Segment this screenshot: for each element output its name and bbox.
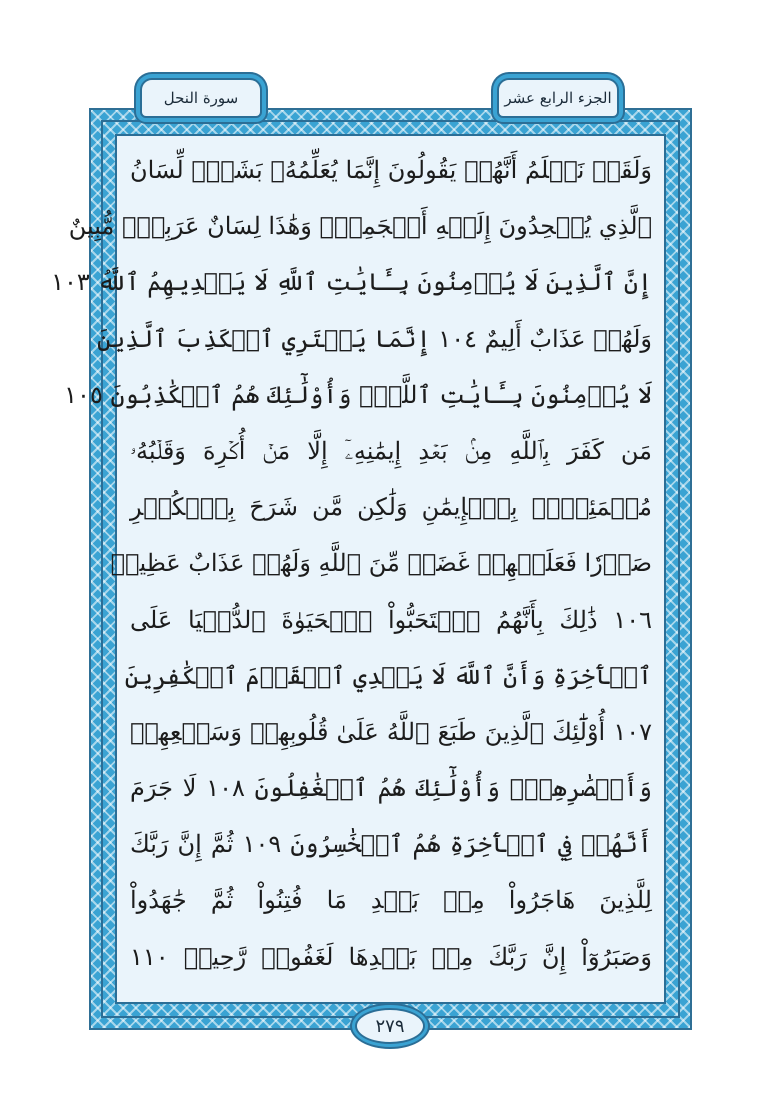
surah-label: سورة النحل — [163, 89, 239, 107]
text-line: ١٠٦ ذَٰلِكَ بِأَنَّهُمُ ٱسۡتَحَبُّواْ ٱلۡحَيَوٰةَ ٱلدُّنۡيَا عَلَى — [130, 605, 652, 634]
text-line: لِلَّذِينَ هَاجَرُواْ مِنۢ بَعۡدِ مَا فُتِنُواْ ثُمَّ جَٰهَدُواْ — [130, 886, 652, 915]
page-number-label: ٢٧٩ — [375, 1015, 405, 1037]
juz-label: الجزء الرابع عشر — [504, 89, 612, 107]
text-line: وَأَبۡصَٰرِهِمۡۖ وَأُوْلَٰٓئِكَ هُمُ ٱلۡغَٰفِلُونَ ١٠٨ لَا جَرَمَ — [130, 774, 652, 803]
juz-header — [497, 78, 619, 118]
quran-text — [51, 142, 652, 985]
text-line: لَا يُؤۡمِنُونَ بِـَٔايَٰتِ ٱللَّهِۖ وَأُوْلَٰٓئِكَ هُمُ ٱلۡكَٰذِبُونَ ١٠٥ — [64, 380, 652, 409]
text-line: وَلَهُمۡ عَذَابٌ أَلِيمٌ ١٠٤ إِنَّمَا يَفۡتَرِي ٱلۡكَذِبَ ٱلَّذِينَ — [97, 324, 652, 353]
text-line: ١٠٧ أُوْلَٰٓئِكَ ٱلَّذِينَ طَبَعَ ٱللَّهُ عَلَىٰ قُلُوبِهِمۡ وَسَمۡعِهِمۡ — [130, 717, 652, 746]
page-number — [355, 1008, 425, 1044]
surah-header — [140, 78, 262, 118]
text-line: إِنَّ ٱلَّذِينَ لَا يُؤۡمِنُونَ بِـَٔايَٰتِ ٱللَّهِ لَا يَهۡدِيهِمُ ٱللَّهُ ١٠٣ — [51, 268, 652, 297]
text-line: مَن كَفَرَ بِٱللَّهِ مِنۢ بَعۡدِ إِيمَٰنِهِۦٓ إِلَّا مَنۡ أُكۡرِهَ وَقَلۡبُهُۥ — [130, 436, 652, 465]
text-line: صَدۡرٗا فَعَلَيۡهِمۡ غَضَبٞ مِّنَ ٱللَّهِ وَلَهُمۡ عَذَابٌ عَظِيمٞ — [110, 549, 652, 578]
text-line: ٱلَّذِي يُلۡحِدُونَ إِلَيۡهِ أَعۡجَمِيّٞ وَهَٰذَا لِسَانٌ عَرَبِيّٞ مُّبِينٌ — [68, 212, 652, 241]
text-line: وَصَبَرُوٓاْ إِنَّ رَبَّكَ مِنۢ بَعۡدِهَا لَغَفُورٞ رَّحِيمٞ ١١٠ — [130, 942, 652, 971]
text-line: ٱلۡأٓخِرَةِ وَأَنَّ ٱللَّهَ لَا يَهۡدِي ٱلۡقَوۡمَ ٱلۡكَٰفِرِينَ — [124, 661, 652, 690]
text-line: أَنَّهُمۡ فِي ٱلۡأٓخِرَةِ هُمُ ٱلۡخَٰسِرُونَ ١٠٩ ثُمَّ إِنَّ رَبَّكَ — [130, 830, 652, 859]
text-line: مُطۡمَئِنُّۢ بِٱلۡإِيمَٰنِ وَلَٰكِن مَّن شَرَحَ بِٱلۡكُفۡرِ — [130, 493, 652, 522]
text-line: وَلَقَدۡ نَعۡلَمُ أَنَّهُمۡ يَقُولُونَ إِنَّمَا يُعَلِّمُهُۥ بَشَرٞۗ لِّسَانُ — [130, 156, 652, 184]
